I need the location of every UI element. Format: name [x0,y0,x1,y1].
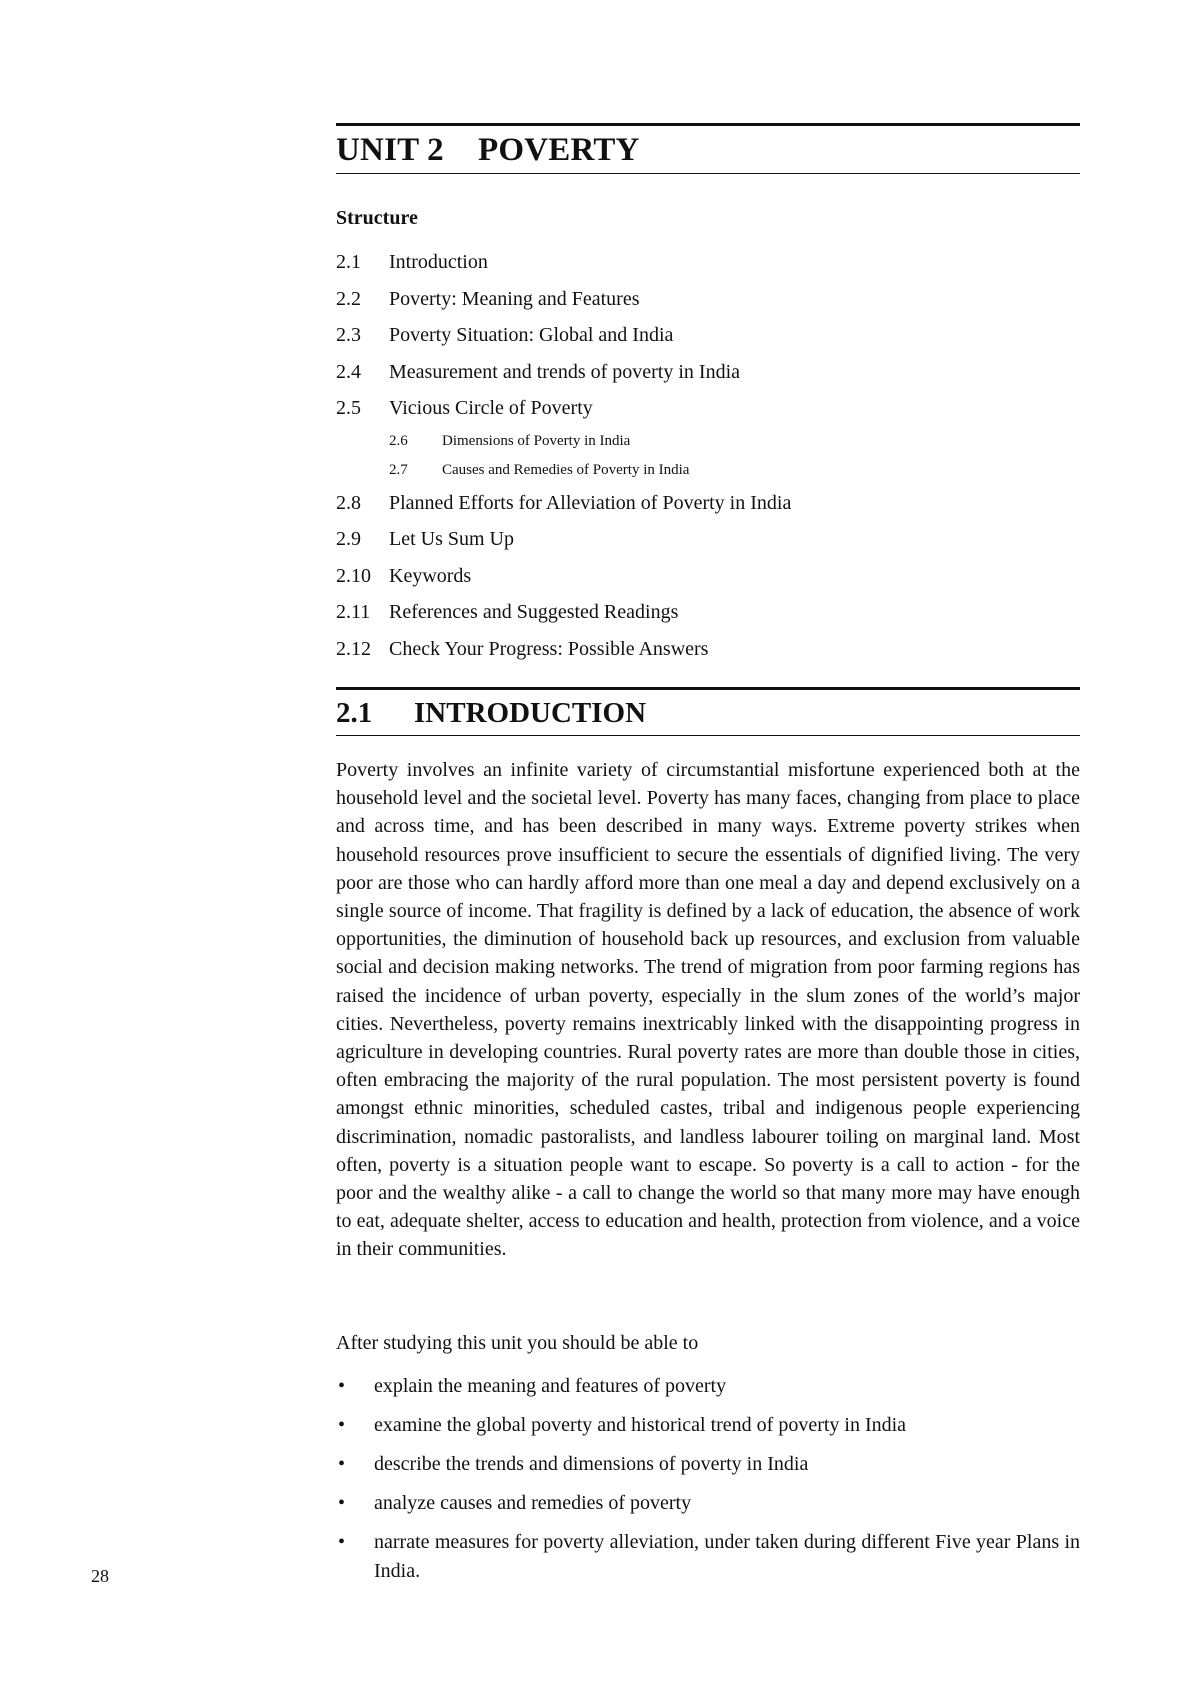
title-underline [336,173,1080,174]
page-number: 28 [91,1566,109,1586]
toc-subitem [336,427,1080,456]
toc-item-label: Measurement and trends of poverty in India [389,360,741,383]
toc-item [336,317,1080,354]
list-item-text: explain the meaning and features of poverty [374,1375,727,1397]
introduction-paragraph: Poverty involves an infinite variety of circumstantial misfortune experienced both at the household level and the societal level. Poverty has many faces, changing from place to place and across time, and has been described in many ways. Extreme poverty strikes when household resources prove insufficient to secure the essentials of dignified living. The very poor are those who can hardly afford more than one meal a day and depend exclusively on a single source of income. That fragility is defined by a lack of education, the absence of work opportunities, the diminution of household back up resources, and exclusion from valuable social and decision making networks. The trend of migration from poor farming regions has raised the incidence of urban poverty, especially in the slum zones of the world’s major cities. Nevertheless, poverty remains inextricably linked with the disappointing progress in agriculture in developing countries. Rural poverty rates are more than double those in cities, often embracing the majority of the rural population. The most persistent poverty is found amongst ethnic minorities, scheduled castes, tribal and indigenous people experiencing discrimination, nomadic pastoralists, and landless labourer toiling on marginal land. Most often, poverty is a situation people want to escape. So poverty is a call to action - for the poor and the wealthy alike - a call to change the world so that many more may have enough to eat, adequate shelter, access to education and health, protection from violence, and a voice in their communities. [336,759,1080,1261]
unit-title [336,126,1080,173]
toc-subitem-label: Dimensions of Poverty in India [442,432,631,449]
toc-item-number: 2.8 [336,491,361,514]
toc-item [336,390,1080,427]
section-name: INTRODUCTION [414,697,647,729]
toc-item-number: 2.2 [336,287,361,310]
structure-section [336,207,1080,667]
toc-item-label: Poverty Situation: Global and India [389,324,674,346]
list-item-text: describe the trends and dimensions of poverty in India [374,1453,809,1475]
toc-item [336,631,1080,668]
toc-item-label: Keywords [389,564,472,587]
toc-item [336,594,1080,631]
toc-item-number: 2.3 [336,324,361,346]
toc-item-label: Planned Efforts for Alleviation of Poverty in India [389,491,792,514]
toc-item-label: Introduction [389,251,488,273]
toc-item-label: Check Your Progress: Possible Answers [389,637,709,660]
toc-item-number: 2.1 [336,251,361,273]
toc-item [336,558,1080,595]
bullet-icon: • [338,1414,346,1436]
toc-item-number: 2.5 [336,397,361,419]
toc-item-number: 2.4 [336,360,361,383]
toc-item-label: Poverty: Meaning and Features [389,287,640,310]
unit-title-block [336,123,1080,174]
list-item-text: analyze causes and remedies of poverty [374,1492,692,1514]
toc-subitem [336,456,1080,485]
toc-item-label: References and Suggested Readings [389,601,679,623]
toc-item-label: Vicious Circle of Poverty [389,397,593,419]
toc-subitem-label: Causes and Remedies of Poverty in India [442,461,690,478]
objectives-list [336,1372,1080,1596]
toc-item-number: 2.12 [336,637,371,660]
toc-item-number: 2.10 [336,564,371,587]
list-item-text: examine the global poverty and historical trend of poverty in India [374,1414,907,1436]
bullet-icon: • [338,1375,346,1397]
toc-item-label: Let Us Sum Up [389,528,514,550]
toc-item-number: 2.9 [336,528,361,550]
toc-subitem-number: 2.6 [389,432,408,449]
toc-item [336,521,1080,558]
bullet-icon: • [338,1453,346,1475]
list-item [336,1489,1080,1518]
toc-item-number: 2.11 [336,601,371,623]
section-underline [336,735,1080,736]
toc-item [336,354,1080,391]
unit-name: POVERTY [478,132,640,168]
list-item [336,1411,1080,1440]
list-item [336,1372,1080,1401]
introduction-heading-block [336,687,1080,736]
list-item-text: narrate measures for poverty alleviation, under taken during different Five year Plans in India. [374,1531,1080,1582]
bullet-icon: • [338,1531,346,1553]
list-item [336,1450,1080,1479]
toc-subitem-number: 2.7 [389,461,408,478]
toc-item [336,485,1080,522]
toc-item [336,244,1080,281]
list-item [336,1528,1080,1586]
unit-number: UNIT 2 [336,132,444,168]
toc-item [336,281,1080,318]
structure-heading: Structure [336,207,418,229]
objectives-lead: After studying this unit you should be able to [336,1332,699,1354]
bullet-icon: • [338,1492,346,1514]
section-title [336,690,1080,735]
section-number: 2.1 [336,697,373,729]
